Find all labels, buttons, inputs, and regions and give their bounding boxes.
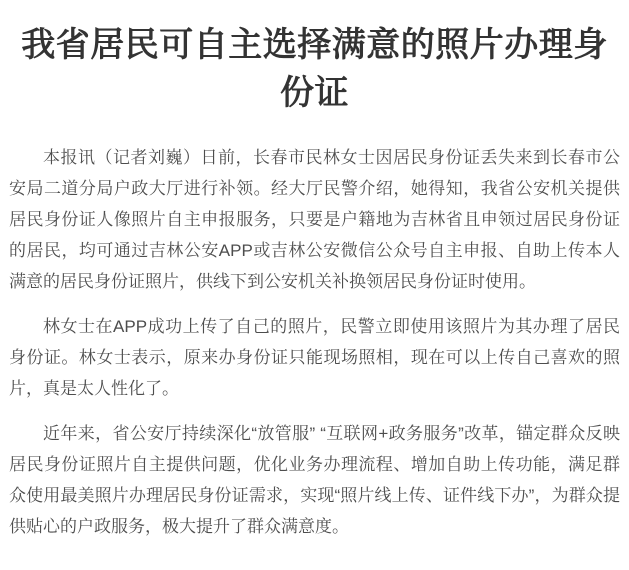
article-paragraph-3: 近年来，省公安厅持续深化“放管服” “互联网+政务服务”改革，锚定群众反映居民身份证照片自主提供问题，优化业务办理流程、增加自助上传功能，满足群众使用最美照片办理居民身份证需求，实现“照片线上传、证件线下办”，为群众提供贴心的户政服务，极大提升了群众满意度。 [9, 424, 620, 536]
article-title: 我省居民可自主选择满意的照片办理身份证 [21, 26, 608, 112]
article-paragraph-1: 本报讯（记者刘巍）日前，长春市民林女士因居民身份证丢失来到长春市公安局二道分局户政大厅进行补领。经大厅民警介绍，她得知，我省公安机关提供居民身份证人像照片自主申报服务，只要是户籍地为吉林省且申领过居民身份证的居民，均可通过吉林公安APP或吉林公安微信公众号自主申报、自助上传本人满意的居民身份证照片，供线下到公安机关补换领居民身份证时使用。 [9, 148, 620, 291]
article-body [0, 142, 629, 542]
article-paragraph-2: 林女士在APP成功上传了自己的照片，民警立即使用该照片为其办理了居民身份证。林女士表示，原来办身份证只能现场照相，现在可以上传自己喜欢的照片，真是太人性化了。 [9, 317, 620, 398]
article-page [0, 21, 629, 570]
